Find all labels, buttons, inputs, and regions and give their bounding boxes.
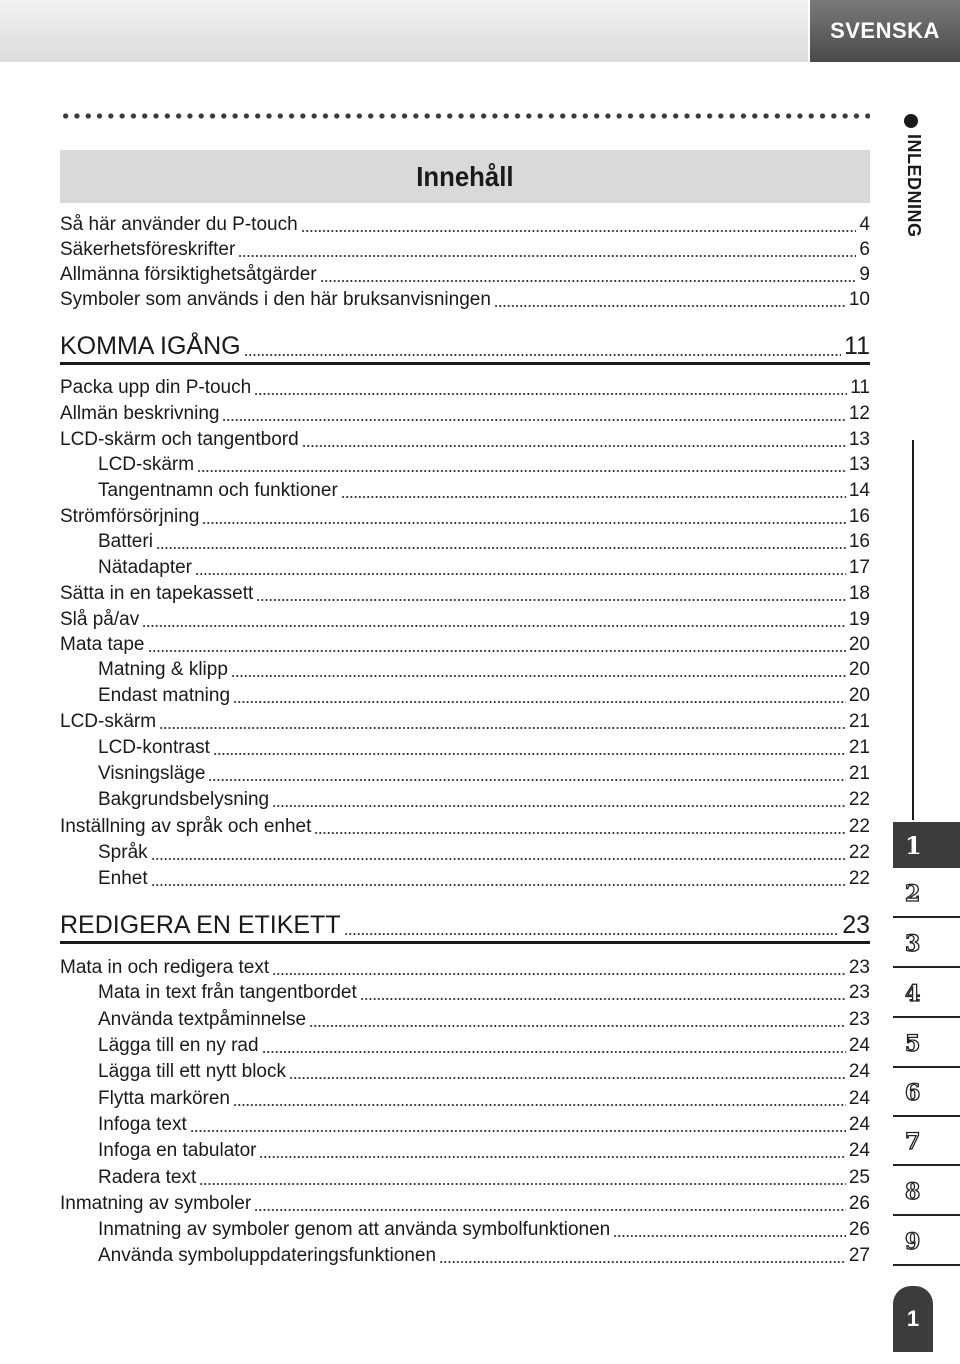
chapter-tab-3[interactable]	[893, 922, 960, 968]
toc-entry-page: 22	[848, 789, 870, 810]
toc-entry-page: 24	[848, 1114, 870, 1135]
toc-section-heading[interactable]	[60, 909, 870, 939]
toc-subentry[interactable]	[60, 840, 870, 864]
chapter-tab-9[interactable]	[893, 1220, 960, 1266]
toc-entry-title: Sätta in en tapekassett	[60, 583, 254, 604]
toc-entry-title: Symboler som används i den här bruksanvisningen	[60, 289, 491, 310]
toc-entry-page: 21	[848, 737, 870, 758]
toc-entry[interactable]	[60, 814, 870, 838]
toc-entry-title: Nätadapter	[98, 557, 193, 578]
toc-entry[interactable]	[60, 1191, 870, 1215]
toc-entry-page: 13	[848, 454, 870, 475]
toc-subentry[interactable]	[60, 452, 870, 476]
toc-entry[interactable]	[60, 212, 870, 236]
toc-entry-page: 4	[859, 214, 870, 235]
toc-entry[interactable]	[60, 581, 870, 605]
toc-entry-page: 23	[848, 1009, 870, 1030]
toc-entry-page: 24	[848, 1140, 870, 1161]
toc-entry-page: 20	[848, 685, 870, 706]
chapter-tab-5[interactable]	[893, 1022, 960, 1068]
chapter-number: 6	[905, 1080, 921, 1106]
toc-entry-title: LCD-kontrast	[98, 737, 210, 758]
toc-subentry[interactable]	[60, 1138, 870, 1162]
toc-entry-page: 6	[859, 239, 870, 260]
toc-subentry[interactable]	[60, 1243, 870, 1267]
page-number	[893, 1286, 933, 1352]
toc-entry-title: Allmän beskrivning	[60, 403, 220, 424]
toc-entry-page: 21	[848, 763, 870, 784]
toc-entry-title: Batteri	[98, 531, 153, 552]
section-underline	[60, 941, 870, 944]
toc-entry-page: 9	[859, 264, 870, 285]
title-box	[60, 150, 870, 203]
toc-entry-title: Inmatning av symboler	[60, 1193, 252, 1214]
chapter-tab-8[interactable]	[893, 1170, 960, 1216]
toc-entry-title: Allmänna försiktighetsåtgärder	[60, 264, 317, 285]
toc-entry-title: Flytta markören	[98, 1088, 230, 1109]
toc-entry[interactable]	[60, 709, 870, 733]
toc-entry-page: 24	[848, 1061, 870, 1082]
toc-entry-page: 23	[848, 957, 870, 978]
toc-entry-title: Enhet	[98, 868, 148, 889]
toc-section-title: KOMMA IGÅNG	[60, 332, 241, 360]
chapter-number: 2	[905, 881, 921, 907]
chapter-number: 5	[905, 1031, 921, 1057]
toc-entry-page: 20	[848, 659, 870, 680]
toc-entry-title: Infoga text	[98, 1114, 187, 1135]
chapter-tab-6[interactable]	[893, 1071, 960, 1117]
toc-entry-title: Inställning av språk och enhet	[60, 816, 312, 837]
toc-entry[interactable]	[60, 632, 870, 656]
toc-entry-page: 24	[848, 1035, 870, 1056]
toc-entry-page: 22	[848, 816, 870, 837]
toc-section-title: REDIGERA EN ETIKETT	[60, 911, 341, 939]
chapter-number: 7	[905, 1129, 921, 1155]
toc-entry[interactable]	[60, 401, 870, 425]
toc-entry-page: 25	[848, 1167, 870, 1188]
chapter-number: 1	[905, 830, 922, 860]
toc-entry-title: Använda textpåminnelse	[98, 1009, 307, 1030]
toc-entry-page: 21	[848, 711, 870, 732]
toc-subentry[interactable]	[60, 683, 870, 707]
toc-subentry[interactable]	[60, 1086, 870, 1110]
toc-entry[interactable]	[60, 375, 870, 399]
toc-entry[interactable]	[60, 287, 870, 311]
toc-entry-page: 24	[848, 1088, 870, 1109]
toc-subentry[interactable]	[60, 657, 870, 681]
toc-entry-page: 26	[848, 1193, 870, 1214]
toc-entry-title: Inmatning av symboler genom att använda symbolfunktionen	[98, 1219, 611, 1240]
toc-entry-page: 23	[848, 982, 870, 1003]
chapter-number: 4	[905, 981, 921, 1007]
toc-subentry[interactable]	[60, 478, 870, 502]
toc-subentry[interactable]	[60, 980, 870, 1004]
toc-entry-title: Radera text	[98, 1167, 197, 1188]
page-number-label: 1	[906, 1306, 920, 1331]
toc-entry-title: LCD-skärm	[98, 454, 195, 475]
section-underline	[60, 362, 870, 365]
chapter-number: 3	[905, 931, 921, 957]
toc-subentry[interactable]	[60, 787, 870, 811]
toc-entry-page: 18	[848, 583, 870, 604]
toc-entry-title: Så här använder du P-touch	[60, 214, 298, 235]
toc-section-page: 23	[842, 911, 870, 939]
toc-entry-page: 27	[848, 1245, 870, 1266]
side-tab	[896, 108, 930, 258]
toc-entry-title: Matning & klipp	[98, 659, 228, 680]
toc-entry-page: 17	[848, 557, 870, 578]
toc-entry[interactable]	[60, 607, 870, 631]
toc-entry-page: 26	[848, 1219, 870, 1240]
toc-entry[interactable]	[60, 955, 870, 979]
side-vertical-rule	[912, 440, 914, 820]
chapter-tab-2[interactable]	[893, 872, 960, 918]
toc-entry-page: 16	[848, 506, 870, 527]
toc-entry-title: LCD-skärm och tangentbord	[60, 429, 299, 450]
header-band	[0, 0, 808, 62]
toc-entry-page: 22	[848, 868, 870, 889]
toc-entry-title: Slå på/av	[60, 609, 140, 630]
toc-entry-page: 12	[848, 403, 870, 424]
toc-entry-title: Packa upp din P-touch	[60, 377, 252, 398]
toc-entry-title: Endast matning	[98, 685, 231, 706]
toc-entry-title: Använda symboluppdateringsfunktionen	[98, 1245, 437, 1266]
toc-entry-title: Mata in text från tangentbordet	[98, 982, 357, 1003]
side-tab-label: INLEDNING	[904, 134, 924, 238]
chapter-tab-4[interactable]	[893, 972, 960, 1018]
toc-entry-page: 16	[848, 531, 870, 552]
toc-entry-title: Strömförsörjning	[60, 506, 200, 527]
toc-subentry[interactable]	[60, 1059, 870, 1083]
toc-subentry[interactable]	[60, 761, 870, 785]
language-label: SVENSKA	[830, 18, 940, 43]
toc-entry-title: Tangentnamn och funktioner	[98, 480, 338, 501]
toc-section-page: 11	[844, 332, 870, 360]
toc-entry-page: 22	[848, 842, 870, 863]
toc-entry[interactable]	[60, 427, 870, 451]
toc-subentry[interactable]	[60, 1007, 870, 1031]
chapter-number: 8	[905, 1179, 921, 1205]
toc-entry-title: Infoga en tabulator	[98, 1140, 257, 1161]
toc-entry-page: 19	[848, 609, 870, 630]
toc-subentry[interactable]	[60, 529, 870, 553]
language-tab	[810, 0, 960, 62]
toc-entry-title: Visningsläge	[98, 763, 206, 784]
toc-entry-title: Lägga till ett nytt block	[98, 1061, 286, 1082]
toc-entry-title: Lägga till en ny rad	[98, 1035, 259, 1056]
toc-subentry[interactable]	[60, 1112, 870, 1136]
toc-subentry[interactable]	[60, 1033, 870, 1057]
toc-entry-title: Bakgrundsbelysning	[98, 789, 270, 810]
chapter-number: 9	[905, 1229, 921, 1255]
chapter-tab-1[interactable]	[893, 822, 960, 868]
dotted-divider	[60, 112, 870, 120]
page-title: Innehåll	[416, 160, 514, 192]
toc-entry[interactable]	[60, 262, 870, 286]
toc-entry[interactable]	[60, 237, 870, 261]
toc-section-heading[interactable]	[60, 330, 870, 360]
toc-subentry[interactable]	[60, 555, 870, 579]
toc-subentry[interactable]	[60, 1217, 870, 1241]
toc-entry-title: Språk	[98, 842, 148, 863]
toc-entry[interactable]	[60, 504, 870, 528]
toc-entry-title: Mata in och redigera text	[60, 957, 270, 978]
toc-entry-title: LCD-skärm	[60, 711, 157, 732]
toc-entry-page: 20	[848, 634, 870, 655]
toc-entry-page: 11	[850, 377, 870, 398]
toc-subentry[interactable]	[60, 1165, 870, 1189]
toc-entry-page: 14	[848, 480, 870, 501]
toc-entry-title: Säkerhetsföreskrifter	[60, 239, 236, 260]
bullet-icon	[904, 114, 918, 128]
toc-entry-page: 10	[848, 289, 870, 310]
toc-subentry[interactable]	[60, 866, 870, 890]
toc-entry-title: Mata tape	[60, 634, 145, 655]
chapter-tab-7[interactable]	[893, 1120, 960, 1166]
toc-subentry[interactable]	[60, 735, 870, 759]
toc-entry-page: 13	[848, 429, 870, 450]
